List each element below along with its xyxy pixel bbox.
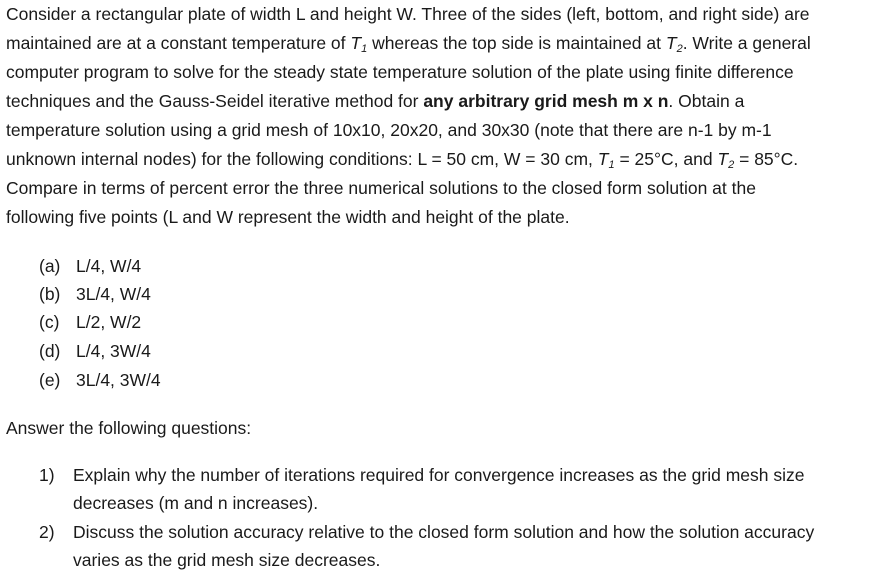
question-number-2: 2) [39, 522, 55, 542]
point-text: L/4, 3W/4 [76, 341, 151, 361]
point-item-a [39, 252, 141, 281]
problem-line-2 [6, 29, 811, 58]
problem-line-2-text-c: . Write a general [682, 33, 811, 53]
problem-line-1: Consider a rectangular plate of width L and height W. Three of the sides (left, bottom, and right side) are [6, 4, 810, 24]
point-item-d [39, 337, 151, 366]
t2-symbol: $T_2$ [665, 33, 683, 55]
problem-line-6 [6, 145, 798, 174]
point-label: (c) [39, 312, 60, 332]
problem-line-2-text-a: maintained are at a constant temperature of [6, 33, 351, 53]
problem-line-6-text-b: = 25°C, and [614, 149, 718, 169]
point-label: (d) [39, 341, 61, 361]
t2-symbol-conditions: $T_2$ [717, 149, 735, 171]
question-2-line-1: Discuss the solution accuracy relative to the closed form solution and how the solution accuracy [73, 522, 815, 542]
question-1-line-1: Explain why the number of iterations required for convergence increases as the grid mesh size [73, 465, 805, 485]
point-label: (b) [39, 284, 61, 304]
problem-line-2-text-b: whereas the top side is maintained at [367, 33, 666, 53]
point-text: L/4, W/4 [76, 256, 142, 276]
point-label: (a) [39, 256, 61, 276]
point-text: L/2, W/2 [76, 312, 142, 332]
question-2-line-2: varies as the grid mesh size decreases. [73, 550, 381, 570]
problem-line-6-text-c: = 85°C. [734, 149, 799, 169]
problem-line-6-text-a: unknown internal nodes) for the following conditions: L = 50 cm, W = 30 cm, [6, 149, 598, 169]
problem-line-4-text-a: techniques and the Gauss-Seidel iterative method for [6, 91, 424, 111]
grid-mesh-emphasis: any arbitrary grid mesh m x n [423, 91, 669, 111]
question-number-1: 1) [39, 465, 55, 485]
t1-symbol-conditions: $T_1$ [597, 149, 615, 171]
problem-line-4-text-b: . Obtain a [668, 91, 745, 111]
problem-line-5: temperature solution using a grid mesh of 10x10, 20x20, and 30x30 (note that there are n-1 by m-1 [6, 120, 772, 140]
t1-symbol: $T_1$ [350, 33, 368, 55]
point-item-b [39, 280, 151, 309]
problem-line-7: Compare in terms of percent error the three numerical solutions to the closed form solution at the [6, 178, 756, 198]
problem-line-8: following five points (L and W represent the width and height of the plate. [6, 207, 570, 227]
point-item-e [39, 366, 161, 395]
question-1-line-2: decreases (m and n increases). [73, 493, 319, 513]
point-text: 3L/4, W/4 [76, 284, 151, 304]
point-text: 3L/4, 3W/4 [76, 370, 161, 390]
point-label: (e) [39, 370, 61, 390]
answer-heading: Answer the following questions: [6, 418, 252, 438]
point-item-c [39, 308, 141, 337]
problem-line-4 [6, 87, 744, 116]
problem-line-3: computer program to solve for the steady state temperature solution of the plate using finite difference [6, 62, 794, 82]
